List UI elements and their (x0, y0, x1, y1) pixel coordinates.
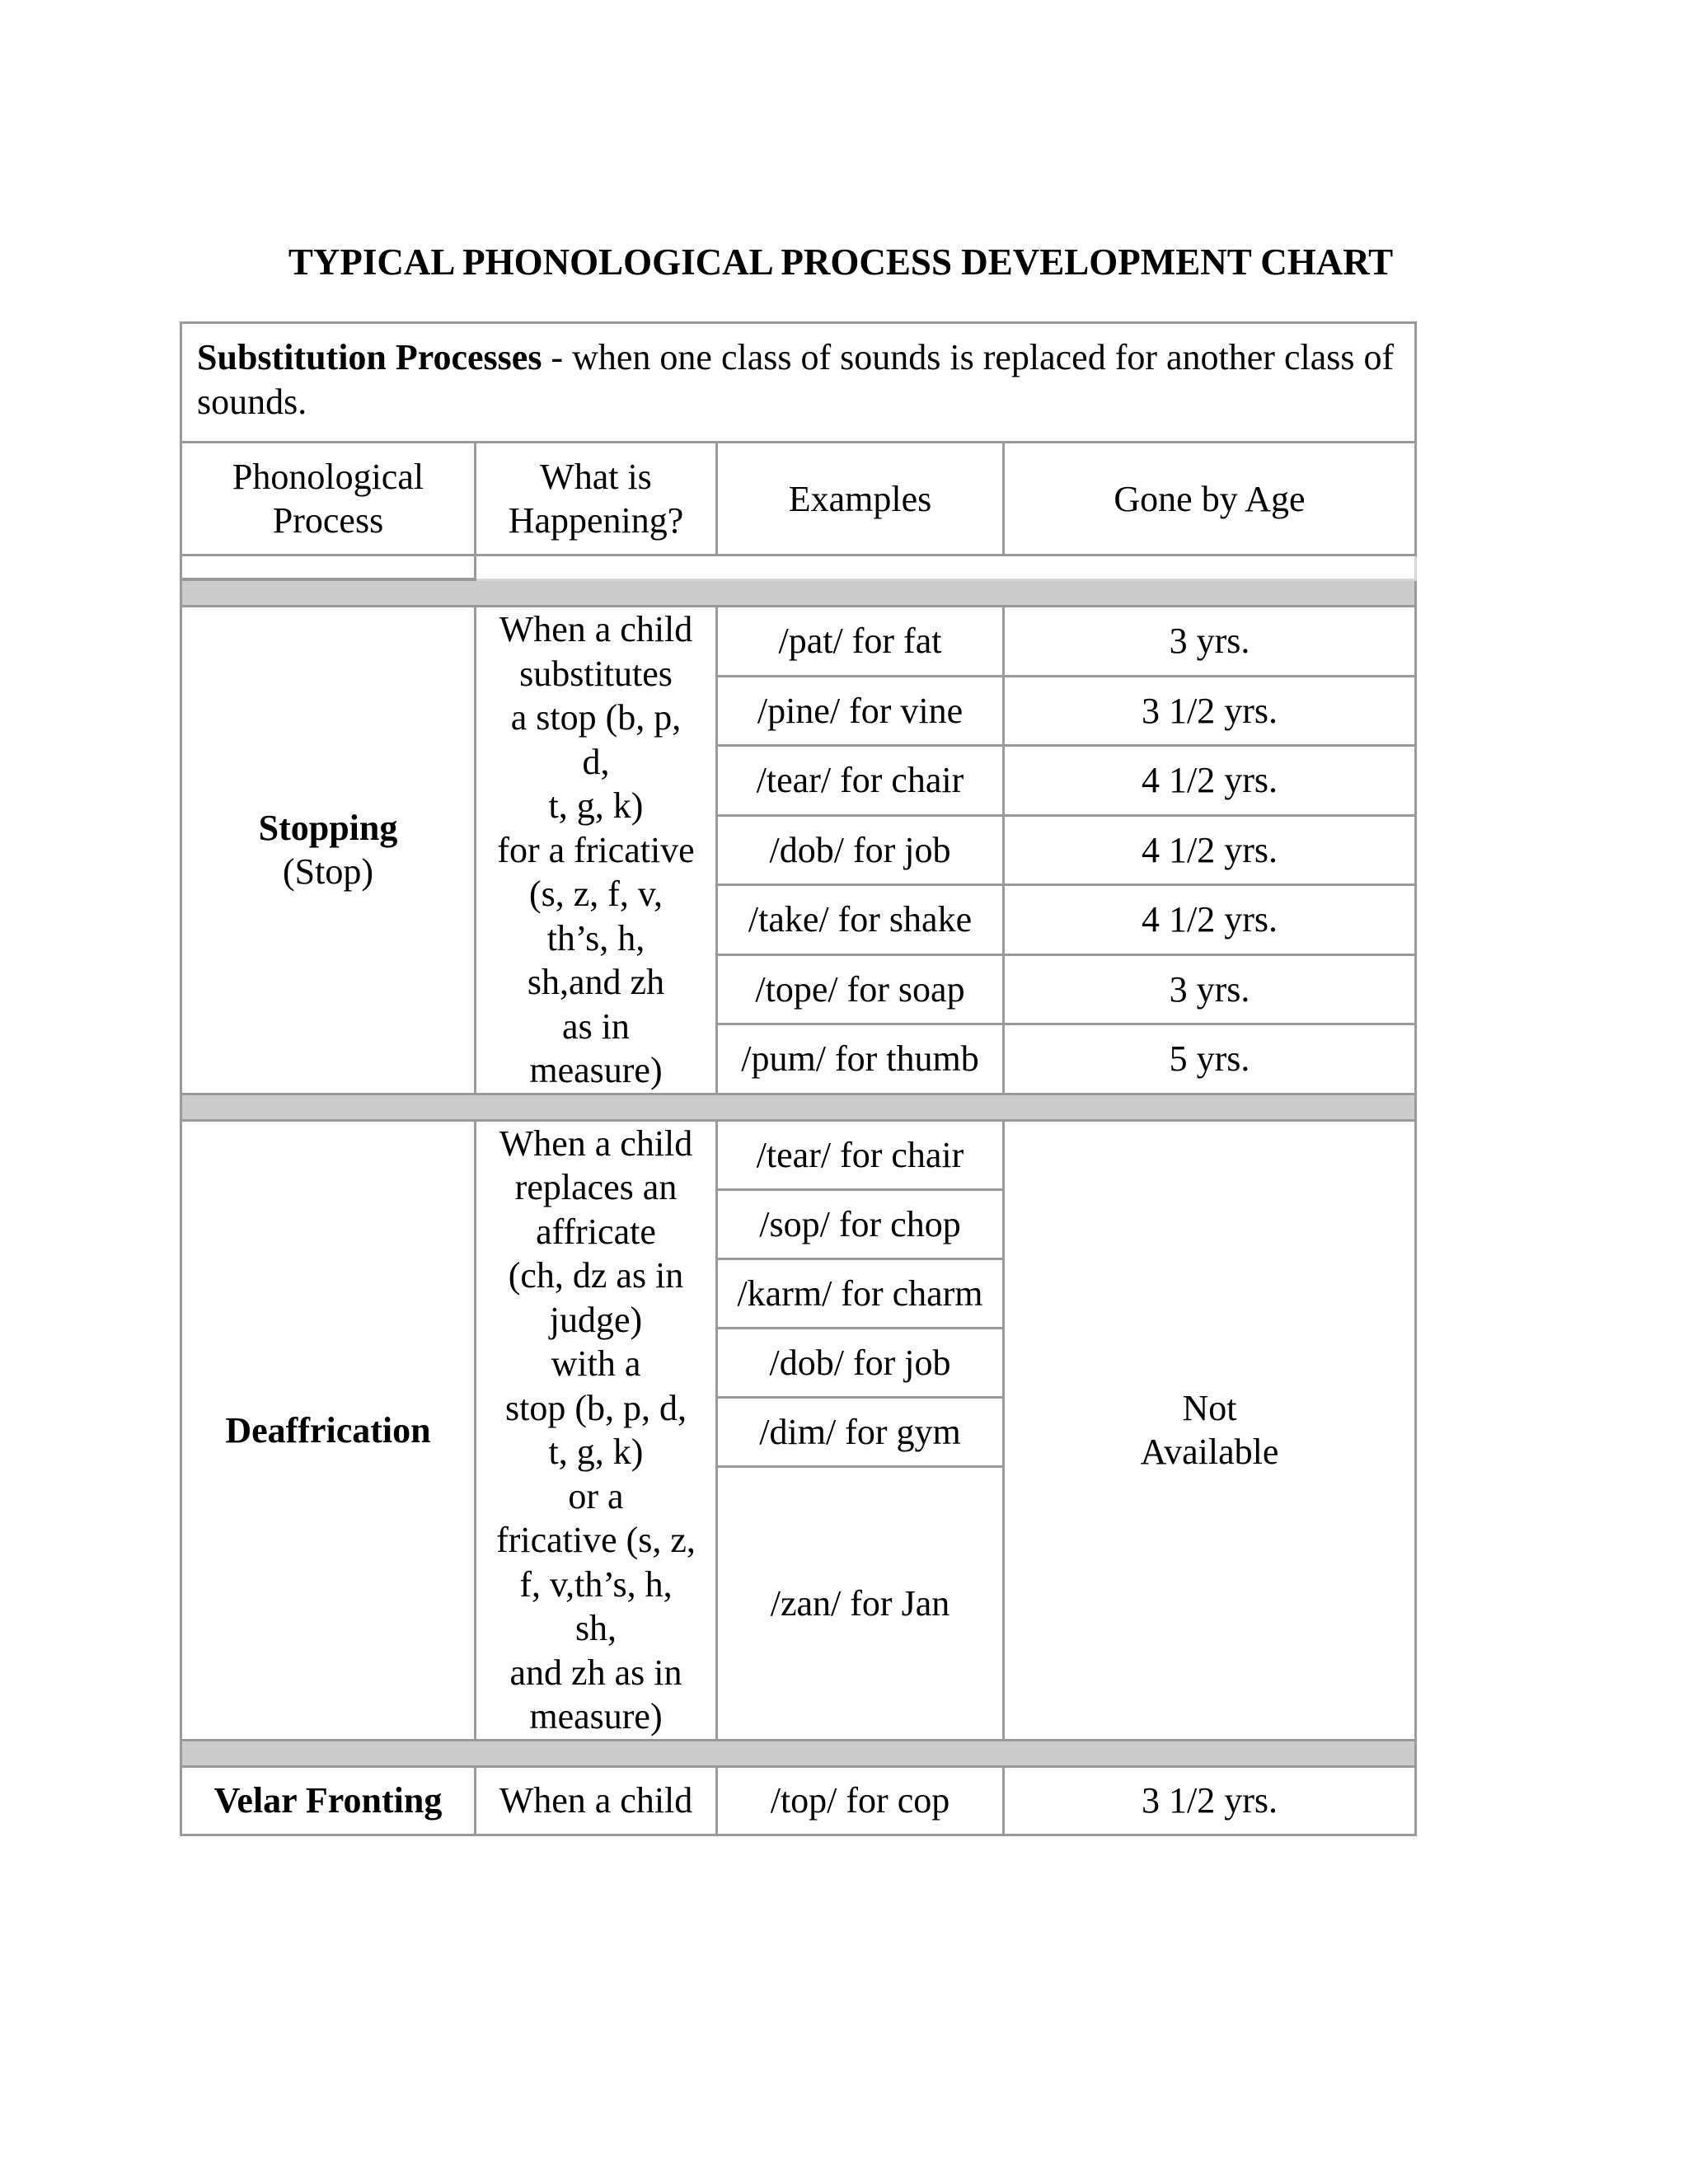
separator-bar (181, 579, 1416, 607)
process-name: Stopping (258, 808, 398, 849)
description-line: affricate (536, 1211, 656, 1252)
example-cell: /take/ for shake (717, 885, 1004, 955)
age-cell: 4 1/2 yrs. (1004, 815, 1416, 885)
description-line: t, g, k) (548, 1432, 644, 1472)
description-line: sh,and zh (527, 962, 665, 1002)
column-header-age: Gone by Age (1004, 443, 1416, 555)
age-line: Not (1182, 1388, 1237, 1428)
process-name-cell: Velar Fronting (181, 1766, 476, 1835)
description-line: d, (582, 741, 610, 782)
description-line: (s, z, f, v, (528, 874, 663, 914)
example-cell: /tear/ for chair (717, 1120, 1004, 1189)
description-line: measure) (529, 1696, 663, 1736)
column-header-process-line: Process (272, 500, 384, 541)
process-name-cell: Deaffrication (181, 1120, 476, 1740)
description-line: (ch, dz as in (508, 1255, 684, 1296)
description-line: or a (568, 1475, 624, 1516)
example-cell: /tope/ for soap (717, 954, 1004, 1024)
column-header-row (181, 443, 1416, 555)
example-cell: /pat/ for fat (717, 607, 1004, 677)
page-title: TYPICAL PHONOLOGICAL PROCESS DEVELOPMENT CHART (288, 241, 1394, 283)
process-chart-table (180, 321, 1417, 1836)
description-line: th’s, h, (546, 917, 645, 958)
section-name: Substitution Processes (197, 337, 542, 377)
example-cell: /karm/ for charm (717, 1258, 1004, 1328)
age-cell: 4 1/2 yrs. (1004, 746, 1416, 816)
column-header-happening-line: Happening? (508, 500, 684, 541)
blank-cell (476, 555, 1416, 580)
description-line: and zh as in (509, 1652, 682, 1693)
table-row (181, 1120, 1416, 1189)
description-line: measure) (529, 1050, 663, 1090)
separator-cell (181, 1740, 1416, 1766)
age-cell: 3 1/2 yrs. (1004, 1766, 1416, 1835)
column-header-happening-line: What is (540, 457, 652, 497)
example-cell: /sop/ for chop (717, 1189, 1004, 1258)
example-cell: /tear/ for chair (717, 746, 1004, 816)
description-line: fricative (s, z, (496, 1520, 696, 1560)
description-line: f, v,th’s, h, (519, 1563, 673, 1605)
description-line: as in (562, 1005, 630, 1047)
description-line: replaces an (514, 1167, 678, 1207)
process-description-cell (476, 607, 717, 1094)
process-subname: (Stop) (283, 851, 373, 893)
column-header-process-line: Phonological (232, 457, 424, 497)
section-description: - when one class of sounds is replaced for another class of sounds. (197, 337, 1395, 422)
description-line: When a child (499, 609, 693, 649)
age-cell (1004, 1120, 1416, 1740)
age-cell: 3 yrs. (1004, 607, 1416, 677)
separator-cell (181, 579, 1416, 607)
column-header-examples: Examples (717, 443, 1004, 555)
example-cell: /dim/ for gym (717, 1397, 1004, 1466)
description-line: for a fricative (497, 829, 695, 870)
example-cell: /zan/ for Jan (717, 1467, 1004, 1740)
age-cell: 5 yrs. (1004, 1024, 1416, 1094)
example-cell: /pum/ for thumb (717, 1024, 1004, 1094)
description-line: When a child (499, 1122, 693, 1164)
age-cell: 4 1/2 yrs. (1004, 885, 1416, 955)
section-header (181, 323, 1416, 443)
age-cell: 3 yrs. (1004, 954, 1416, 1024)
section-header-row (181, 323, 1416, 443)
example-cell: /dob/ for job (717, 815, 1004, 885)
column-header-process (181, 443, 476, 555)
process-description-cell (476, 1120, 717, 1740)
blank-cell (181, 555, 476, 580)
column-header-happening (476, 443, 717, 555)
table-row (181, 1766, 1416, 1835)
example-cell: /dob/ for job (717, 1328, 1004, 1397)
separator-cell (181, 1094, 1416, 1120)
process-description-cell: When a child (476, 1766, 717, 1835)
example-cell: /top/ for cop (717, 1766, 1004, 1835)
description-line: sh, (574, 1608, 617, 1648)
example-cell: /pine/ for vine (717, 676, 1004, 746)
description-line: stop (b, p, d, (505, 1387, 687, 1428)
description-line: with a (551, 1343, 641, 1384)
table-row (181, 607, 1416, 677)
description-line: judge) (549, 1299, 643, 1340)
process-name-cell (181, 607, 476, 1094)
description-line: a stop (b, p, (510, 697, 682, 738)
blank-row (181, 555, 1416, 580)
age-line: Available (1140, 1432, 1279, 1472)
separator-bar (181, 1094, 1416, 1120)
age-cell: 3 1/2 yrs. (1004, 676, 1416, 746)
description-line: substitutes (519, 653, 673, 694)
description-line: t, g, k) (548, 785, 644, 826)
separator-bar (181, 1740, 1416, 1766)
